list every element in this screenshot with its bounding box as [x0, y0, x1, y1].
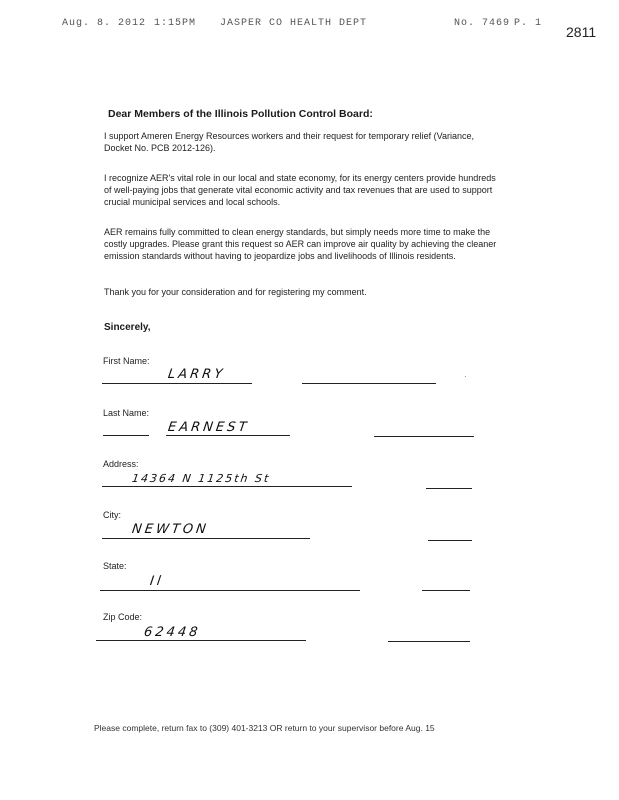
last-name-line — [166, 435, 290, 436]
zip-label: Zip Code: — [103, 612, 143, 622]
fax-page: P. 1 — [514, 18, 543, 29]
state-line-2 — [422, 590, 470, 591]
address-value[interactable]: 14364 N 1125th St — [131, 472, 272, 485]
last-name-label: Last Name: — [103, 408, 150, 418]
fax-time: 1:15PM — [154, 18, 197, 29]
last-name-value[interactable]: EARNEST — [166, 420, 251, 435]
paragraph-support: I support Ameren Energy Resources workers and their request for temporary relief (Variance, Docket No. PCB 2012-126). — [104, 131, 474, 153]
last-name-line-start — [103, 435, 149, 436]
state-label: State: — [103, 561, 127, 571]
fax-header — [62, 18, 542, 84]
fax-number: No. 7469 — [454, 18, 511, 29]
zip-line-2 — [388, 641, 470, 642]
fax-date: Aug. 8. 2012 — [62, 18, 147, 29]
state-line — [100, 590, 360, 591]
paragraph-economy: I recognize AER's vital role in our local and state economy, for its energy centers provide hundreds of well-paying jobs that generate vital economic activity and tax revenues that are used to support crucial municipal services and local schools. — [104, 173, 496, 207]
zip-line — [96, 640, 306, 641]
address-line — [102, 486, 352, 487]
paragraph-thanks: Thank you for your consideration and for registering my comment. — [104, 287, 367, 297]
city-line — [102, 538, 310, 539]
paragraph-standards: AER remains fully committed to clean energy standards, but simply needs more time to make the costly upgrades. Please grant this request so AER can improve air quality by achieving the cleaner emission standards without having to jeopardize jobs and livelihoods of Illinois residents. — [104, 227, 497, 261]
city-line-2 — [428, 540, 472, 541]
page-number: 2811 — [566, 24, 597, 40]
salutation: Dear Members of the Illinois Pollution Control Board: — [108, 108, 373, 120]
state-value[interactable]: Il — [148, 574, 165, 589]
closing: Sincerely, — [104, 322, 151, 333]
first-name-label: First Name: — [103, 356, 150, 366]
last-name-line-2 — [374, 436, 474, 437]
first-name-line-2 — [302, 383, 436, 384]
fax-sender: JASPER CO HEALTH DEPT — [220, 18, 368, 29]
first-name-value[interactable]: LARRY — [166, 367, 227, 382]
scan-speck: · — [464, 372, 467, 381]
address-label: Address: — [103, 459, 139, 469]
zip-value[interactable]: 62448 — [142, 625, 202, 640]
city-label: City: — [103, 510, 121, 520]
footer-instruction: Please complete, return fax to (309) 401-3213 OR return to your supervisor before Aug. 15 — [94, 723, 435, 733]
first-name-line — [102, 383, 252, 384]
address-line-2 — [426, 488, 472, 489]
city-value[interactable]: NEWTON — [130, 522, 210, 537]
